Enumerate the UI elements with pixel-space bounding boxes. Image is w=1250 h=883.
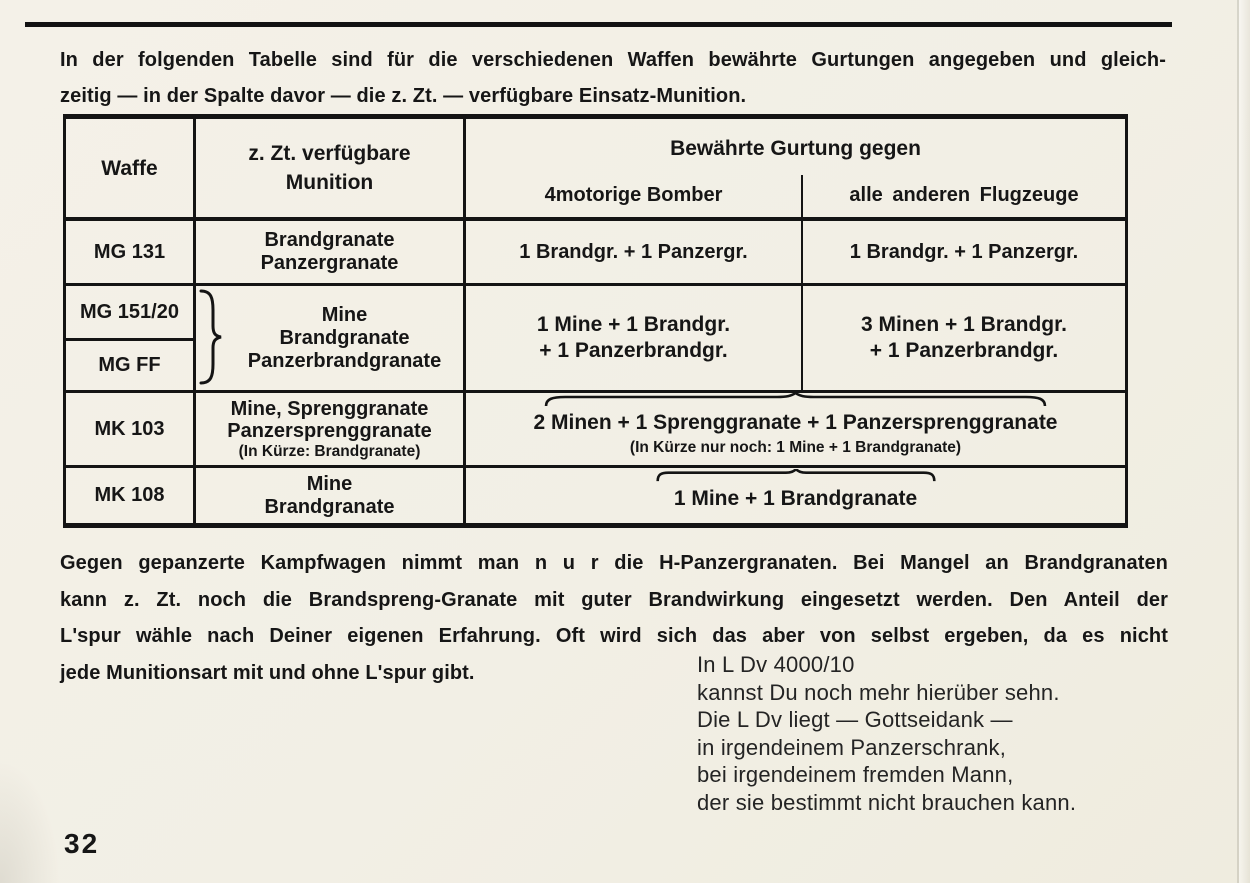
weapon-cell-mgff: MG FF xyxy=(98,354,161,376)
header-cell-bomber: 4motorige Bomber xyxy=(544,183,723,206)
munition-cell-mg131 xyxy=(196,221,463,283)
gurtung-line: 1 Mine + 1 Brandgranate xyxy=(673,487,918,510)
weapon-cell-mg151: MG 151/20 xyxy=(80,300,179,323)
munition-cell-mk108 xyxy=(196,468,463,523)
intro-paragraph xyxy=(60,42,1166,114)
page-edge-shading xyxy=(1239,0,1250,883)
gurtung-cell-mg131-andere: 1 Brandgr. + 1 Panzergr. xyxy=(849,240,1079,263)
munition-note: (In Kürze: Brandgranate) xyxy=(238,442,421,460)
verse-line: Die L Dv liegt — Gottseidank — xyxy=(697,707,1013,732)
body-line: Gegen gepanzerte Kampfwagen nimmt man n u r die H-Panzergranaten. Bei Mangel an Brandgranaten xyxy=(60,552,1168,574)
gurtung-note: (In Kürze nur noch: 1 Mine + 1 Brandgranate) xyxy=(629,439,962,456)
munition-line: Brandgranate xyxy=(264,495,395,518)
munition-line: Mine xyxy=(306,472,353,495)
munition-line: Panzergranate xyxy=(260,252,399,274)
gurtung-cell-mg131-bomber: 1 Brandgr. + 1 Panzergr. xyxy=(519,240,748,263)
gurtung-table xyxy=(63,114,1128,528)
gurtung-line: 2 Minen + 1 Sprenggranate + 1 Panzersprenggranate xyxy=(533,411,1058,434)
munition-line: Mine xyxy=(321,303,368,326)
munition-line: Brandgranate xyxy=(264,229,395,251)
verse-line: In L Dv 4000/10 xyxy=(697,652,855,677)
weapon-cell-mg131: MG 131 xyxy=(93,240,166,263)
body-line: jede Munitionsart mit und ohne L'spur gibt. xyxy=(60,661,475,684)
header-munition-line: z. Zt. verfügbare xyxy=(248,142,411,165)
munition-line: Panzersprenggranate xyxy=(227,419,432,442)
page-number: 32 xyxy=(64,828,100,859)
header-cell-gurtung: Bewährte Gurtung gegen xyxy=(670,136,921,160)
munition-line: Brandgranate xyxy=(279,326,410,349)
verse-block xyxy=(697,651,1076,816)
overbrace-icon xyxy=(656,469,936,482)
gurtung-cell-mk108-combined xyxy=(466,467,1125,523)
verse-line: bei irgendeinem fremden Mann, xyxy=(697,762,1014,787)
intro-line: zeitig — in der Spalte davor — die z. Zt. — verfügbare Einsatz-Munition. xyxy=(60,85,747,107)
gurtung-line: 1 Mine + 1 Brandgr. xyxy=(536,313,731,336)
munition-cell-mg151 xyxy=(226,286,463,390)
curly-brace-icon xyxy=(198,289,223,385)
header-cell-munition xyxy=(196,119,463,217)
gurtung-cell-mg151-andere xyxy=(803,286,1125,390)
munition-line: Mine, Sprenggranate xyxy=(230,397,429,420)
gurtung-cell-mg151-bomber xyxy=(466,286,801,390)
weapon-cell-mk103: MK 103 xyxy=(94,417,165,440)
page-corner-shading xyxy=(0,760,60,883)
header-cell-andere: alle anderen Flugzeuge xyxy=(849,183,1079,206)
header-munition-line: Munition xyxy=(285,171,374,194)
body-line: L'spur wähle nach Deiner eigenen Erfahrung. Oft wird sich das aber von selbst ergeben, da es nicht xyxy=(60,625,1168,647)
gurtung-line: 3 Minen + 1 Brandgr. xyxy=(861,313,1067,336)
intro-line: In der folgenden Tabelle sind für die verschiedenen Waffen bewährte Gurtungen angegeben und gleich- xyxy=(60,49,1166,71)
verse-line: kannst Du noch mehr hierüber sehn. xyxy=(697,679,1060,705)
header-cell-waffe: Waffe xyxy=(101,156,158,180)
verse-line: der sie bestimmt nicht brauchen kann. xyxy=(697,789,1077,815)
gurtung-cell-mk103-combined xyxy=(466,391,1125,465)
verse-line: in irgendeinem Panzerschrank, xyxy=(697,734,1007,760)
top-rule xyxy=(25,22,1172,27)
gurtung-line: + 1 Panzerbrandgr. xyxy=(869,339,1059,362)
overbrace-icon xyxy=(543,393,1048,407)
munition-line: Panzerbrandgranate xyxy=(247,349,442,372)
munition-cell-mk103 xyxy=(196,393,463,465)
weapon-cell-mk108: MK 108 xyxy=(94,484,165,506)
body-line: kann z. Zt. noch die Brandspreng-Granate mit guter Brandwirkung eingesetzt werden. Den Anteil der xyxy=(60,588,1168,611)
gurtung-line: + 1 Panzerbrandgr. xyxy=(539,339,728,362)
